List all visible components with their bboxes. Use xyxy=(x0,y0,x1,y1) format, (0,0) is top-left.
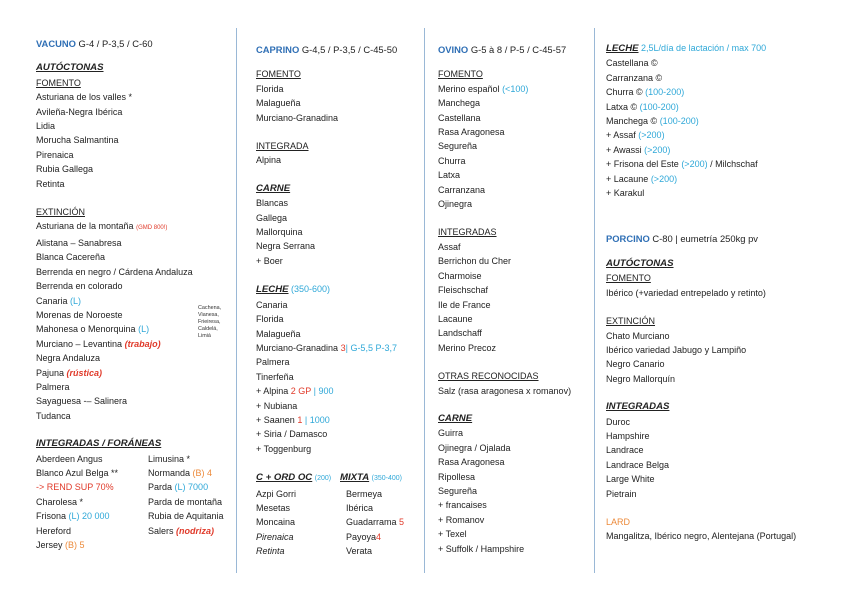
breed-label: Payoya xyxy=(346,531,377,542)
list-item: Morucha Salmantina xyxy=(36,135,119,146)
breed-name xyxy=(148,466,212,480)
porcino-params: C-80 | eumetría 250kg pv xyxy=(652,233,758,245)
ovino-header xyxy=(438,43,592,57)
list-item: + Karakul xyxy=(606,188,645,199)
breed-num: 4 xyxy=(376,531,382,542)
breed-label: Frisona xyxy=(36,511,67,522)
list-item: Carranzana xyxy=(438,184,486,195)
porcino-lard-heading: LARD xyxy=(606,516,631,527)
breed-label: Salers xyxy=(148,525,174,536)
list-item: Tudanca xyxy=(36,410,71,421)
porcino-header xyxy=(606,232,842,246)
breed-name xyxy=(148,524,214,538)
list-item: Negra Serrana xyxy=(256,241,316,252)
list-item: Salz (rasa aragonesa x romanov) xyxy=(438,385,572,396)
breed-tag: (<100) xyxy=(502,83,529,94)
column-divider-1 xyxy=(236,28,237,573)
list-item: Large White xyxy=(606,474,655,485)
list-item: Merino Precoz xyxy=(438,342,497,353)
list-item: Florida xyxy=(256,314,284,325)
breed-name: Churra © xyxy=(606,87,643,98)
breed-name: + Lacaune xyxy=(606,173,649,184)
c-ord-heading xyxy=(256,470,340,486)
list-item: Pirenaica xyxy=(36,149,74,160)
leche-porcino-column xyxy=(606,41,842,544)
porcino-autoctonas-heading: AUTÓCTONAS xyxy=(606,257,674,269)
breed-name: + Saanen xyxy=(256,414,295,425)
list-item: Lacaune xyxy=(438,313,473,324)
breed-tag: (100-200) xyxy=(639,101,679,112)
list-item: Florida xyxy=(256,83,284,94)
breed-num: 5 xyxy=(399,517,405,528)
c-ord-range: (200) xyxy=(314,475,332,483)
breed-name: Mesetas xyxy=(256,502,291,513)
list-item: Avileña-Negra Ibérica xyxy=(36,106,123,117)
breed-name: Canaria xyxy=(36,295,68,306)
list-item: Chato Murciano xyxy=(606,330,670,341)
breed-name: Hereford xyxy=(36,525,72,536)
list-item xyxy=(256,413,422,427)
list-item: Rasa Aragonesa xyxy=(438,457,505,468)
list-item: Churra xyxy=(438,155,466,166)
list-item: Mallorquina xyxy=(256,227,303,238)
caprino-integrada-heading: INTEGRADA xyxy=(256,141,309,152)
list-item: Carranzana © xyxy=(606,72,663,83)
list-item: Duroc xyxy=(606,416,631,427)
vacuno-integradas-heading: INTEGRADAS / FORÁNEAS xyxy=(36,438,162,450)
list-item: Tinerfeña xyxy=(256,371,294,382)
list-item: + Boer xyxy=(256,255,283,266)
list-item: Malagueña xyxy=(256,98,301,109)
breed-tag: (B) 4 xyxy=(192,467,213,478)
leche-note: 2,5L/día de lactación / max 700 xyxy=(641,43,767,53)
list-item xyxy=(438,82,592,96)
vacuno-header xyxy=(36,37,232,51)
list-item: Canaria xyxy=(256,299,288,310)
list-item xyxy=(606,143,842,157)
vacuno-column xyxy=(36,37,232,552)
breed-tag: (L) xyxy=(70,295,82,306)
breed-params: 1000 xyxy=(309,414,330,425)
list-item xyxy=(606,114,842,128)
caprino-params: G-4,5 / P-3,5 / C-45-50 xyxy=(301,44,398,55)
vacuno-autoctonas-heading: AUTÓCTONAS xyxy=(36,62,104,74)
vacuno-fomento-heading: FOMENTO xyxy=(36,77,81,88)
breed-note: -> REND SUP 70% xyxy=(36,482,114,493)
breed-tag: (L) xyxy=(138,324,150,335)
breed-note: (GMD 800!) xyxy=(136,225,168,232)
table-row xyxy=(36,480,232,494)
c-ord-label: C + ORD OC xyxy=(256,472,313,484)
list-item: Segureña xyxy=(438,485,478,496)
breed-tag: (>200) xyxy=(638,130,665,141)
list-item xyxy=(606,157,842,171)
list-item: Sayaguesa -– Salinera xyxy=(36,396,128,407)
list-item: Ile de France xyxy=(438,299,491,310)
leche-range: (350-600) xyxy=(291,284,331,295)
breed-params: 900 xyxy=(318,386,334,397)
list-item: Guirra xyxy=(438,428,464,439)
ovino-column xyxy=(438,43,592,556)
breed-name xyxy=(346,530,381,544)
table-row xyxy=(36,495,232,509)
table-row xyxy=(256,515,422,529)
breed-num: 2 GP xyxy=(290,386,312,397)
ovino-otras-heading: OTRAS RECONOCIDAS xyxy=(438,371,539,382)
breed-name: Pirenaica xyxy=(256,531,294,542)
breed-name: + Frisona del Este xyxy=(606,159,679,170)
list-item: Negro Mallorquín xyxy=(606,373,676,384)
breed-name: Merino español xyxy=(438,83,500,94)
list-item xyxy=(36,538,232,552)
breed-name xyxy=(148,480,208,494)
breed-tag: (L) 7000 xyxy=(174,482,209,493)
caprino-header xyxy=(256,43,422,57)
breed-label: Normanda xyxy=(148,467,191,478)
list-item: + Nubiana xyxy=(256,400,298,411)
list-item: Retinta xyxy=(36,178,65,189)
breed-name: Azpi Gorri xyxy=(256,488,297,499)
mixta-range: (350-400) xyxy=(371,475,403,483)
list-item: Gallega xyxy=(256,212,288,223)
caprino-title: CAPRINO xyxy=(256,44,300,55)
list-item: Blancas xyxy=(256,198,289,209)
ovino-params: G-5 à 8 / P-5 / C-45-57 xyxy=(470,44,567,55)
list-item: + Suffolk / Hampshire xyxy=(438,543,525,554)
list-item: Castellana xyxy=(438,112,481,123)
caprino-fomento-heading: FOMENTO xyxy=(256,69,301,80)
breed-name: Manchega © xyxy=(606,116,658,127)
breed-name: Rubia de Aquitania xyxy=(148,511,224,522)
list-item: Negra Andaluza xyxy=(36,353,101,364)
list-item: Malagueña xyxy=(256,328,301,339)
list-item: + Romanov xyxy=(438,514,485,525)
breed-num: 1 xyxy=(297,414,303,425)
list-item: Rasa Aragonesa xyxy=(438,127,505,138)
mixta-label: MIXTA xyxy=(340,472,370,484)
breed-name xyxy=(346,515,404,529)
vacuno-title: VACUNO xyxy=(36,38,76,49)
porcino-fomento-heading: FOMENTO xyxy=(606,273,651,284)
list-item xyxy=(606,172,842,186)
table-row xyxy=(36,466,232,480)
caprino-column xyxy=(256,43,422,559)
breed-label: Parda xyxy=(148,482,173,493)
list-item: Pietrain xyxy=(606,488,637,499)
list-item: Morenas de Noroeste xyxy=(36,309,123,320)
breed-tag: (>200) xyxy=(681,159,708,170)
list-item: Palmera xyxy=(256,357,290,368)
note-line: Caldelá, xyxy=(198,326,218,332)
note-line: Cachena, xyxy=(198,305,222,311)
list-item: Manchega xyxy=(438,98,481,109)
breed-tag: (L) 20 000 xyxy=(68,511,110,522)
list-item: Ojinegra / Ojalada xyxy=(438,442,511,453)
breed-tag: (nodriza) xyxy=(176,525,215,536)
vacuno-side-note xyxy=(198,305,221,340)
breed-name: Bermeya xyxy=(346,488,383,499)
breed-tag: (trabajo) xyxy=(124,338,161,349)
ovino-carne-heading: CARNE xyxy=(438,412,473,424)
caprino-leche-heading xyxy=(256,282,422,297)
breed-name: Ibérica xyxy=(346,502,374,513)
note-line: Frieiresa, xyxy=(198,319,221,325)
breed-label: Guadarrama xyxy=(346,517,397,528)
table-row xyxy=(256,530,422,544)
breed-tag: (100-200) xyxy=(645,87,685,98)
breed-tag: (>200) xyxy=(644,144,671,155)
list-item: Berrenda en negro / Cárdena Andaluza xyxy=(36,266,193,277)
list-item xyxy=(606,100,842,114)
breed-label: Jersey xyxy=(36,540,63,550)
vacuno-extincion-heading: EXTINCIÓN xyxy=(36,207,86,218)
list-item xyxy=(36,366,232,380)
list-item: Negro Canario xyxy=(606,359,665,370)
table-row xyxy=(36,509,232,523)
leche-label: LECHE xyxy=(256,284,289,296)
list-item: Hampshire xyxy=(606,430,650,441)
breed-name: Asturiana de la montaña xyxy=(36,221,134,232)
table-row xyxy=(36,524,232,538)
vacuno-params: G-4 / P-3,5 / C-60 xyxy=(78,38,153,49)
breed-name xyxy=(36,509,148,523)
breed-name: Latxa © xyxy=(606,101,638,112)
list-item: Charmoise xyxy=(438,270,482,281)
list-item: Lidia xyxy=(36,121,56,132)
mixta-heading xyxy=(340,470,402,486)
list-item: + Siria / Damasco xyxy=(256,429,328,440)
ovino-title: OVINO xyxy=(438,44,469,55)
column-divider-3 xyxy=(594,28,595,573)
breed-name: Pajuna xyxy=(36,367,65,378)
list-item: Asturiana de los valles * xyxy=(36,92,133,103)
caprino-mixed-headings xyxy=(256,470,422,486)
breed-name: Limusina * xyxy=(148,453,191,464)
breed-name: Moncaina xyxy=(256,517,296,528)
separator: | xyxy=(304,414,308,425)
breed-tag: (>200) xyxy=(650,173,678,184)
list-item: Berrichon du Cher xyxy=(438,256,512,267)
list-item: Alpina xyxy=(256,155,282,166)
leche-label: LECHE xyxy=(606,43,639,54)
note-line: Limiá xyxy=(198,333,211,339)
separator: | xyxy=(345,342,348,353)
caprino-carne-heading: CARNE xyxy=(256,182,291,194)
table-row xyxy=(256,501,422,515)
list-item: Fleischschaf xyxy=(438,285,489,296)
breed-num: 3 xyxy=(340,342,346,353)
breed-params: G-5,5 P-3,7 xyxy=(350,342,397,353)
note-line: Vianesa, xyxy=(198,312,219,318)
list-item: Landrace Belga xyxy=(606,459,670,470)
breed-name: Charolesa * xyxy=(36,496,84,507)
breed-tag: (rústica) xyxy=(66,367,103,378)
ovino-integradas-heading: INTEGRADAS xyxy=(438,227,497,238)
list-item: + francaises xyxy=(438,500,487,511)
breed-name: Blanco Azul Belga ** xyxy=(36,467,119,478)
list-item: Rubia Gallega xyxy=(36,164,94,175)
breed-name: Murciano – Levantina xyxy=(36,338,123,349)
breed-name: Retinta xyxy=(256,546,285,557)
breed-tag: (B) 5 xyxy=(65,540,85,550)
list-item xyxy=(606,128,842,142)
list-item: Castellana © xyxy=(606,58,658,69)
porcino-extincion-heading: EXTINCIÓN xyxy=(606,316,656,327)
breed-name: + Awassi xyxy=(606,144,642,155)
breed-name: + Alpina xyxy=(256,386,289,397)
ovino-fomento-heading: FOMENTO xyxy=(438,69,483,80)
list-item: Latxa xyxy=(438,170,461,181)
list-item: Landschaff xyxy=(438,328,482,339)
list-item: Palmera xyxy=(36,381,70,392)
breed-name: / Milchschaf xyxy=(710,159,758,170)
list-item: Ojinegra xyxy=(438,199,473,210)
list-item: Blanca Cacereña xyxy=(36,252,106,263)
separator: | xyxy=(313,386,317,397)
leche-heading xyxy=(606,41,842,56)
table-row xyxy=(256,544,422,558)
list-item: Mangalitza, Ibérico negro, Alentejana (Portugal) xyxy=(606,531,797,542)
list-item: Assaf xyxy=(438,241,461,252)
list-item: Landrace xyxy=(606,445,644,456)
breed-tag: (100-200) xyxy=(659,116,699,127)
list-item: Ibérico variedad Jabugo y Lampiño xyxy=(606,344,747,355)
column-divider-2 xyxy=(424,28,425,573)
list-item: + Toggenburg xyxy=(256,443,312,454)
list-item: Ibérico (+variedad entrepelado y retinto) xyxy=(606,287,766,298)
breed-name: Murciano-Granadina xyxy=(256,342,339,353)
list-item xyxy=(256,341,422,355)
breed-name: Aberdeen Angus xyxy=(36,453,103,464)
breed-name: + Assaf xyxy=(606,130,636,141)
breed-name: Mahonesa o Menorquina xyxy=(36,324,136,335)
list-item xyxy=(606,85,842,99)
breed-name: Verata xyxy=(346,546,373,557)
list-item: Segureña xyxy=(438,141,478,152)
table-row xyxy=(36,452,232,466)
list-item: Murciano-Granadina xyxy=(256,112,339,123)
list-item xyxy=(36,219,232,235)
table-row xyxy=(256,487,422,501)
list-item: + Texel xyxy=(438,529,467,540)
porcino-integradas-heading: INTEGRADAS xyxy=(606,401,670,413)
list-item xyxy=(256,384,422,398)
breed-name: Parda de montaña xyxy=(148,496,223,507)
list-item: Ripollesa xyxy=(438,471,476,482)
porcino-title: PORCINO xyxy=(606,233,650,245)
list-item: Alistana – Sanabresa xyxy=(36,237,122,248)
list-item: Berrenda en colorado xyxy=(36,281,123,292)
